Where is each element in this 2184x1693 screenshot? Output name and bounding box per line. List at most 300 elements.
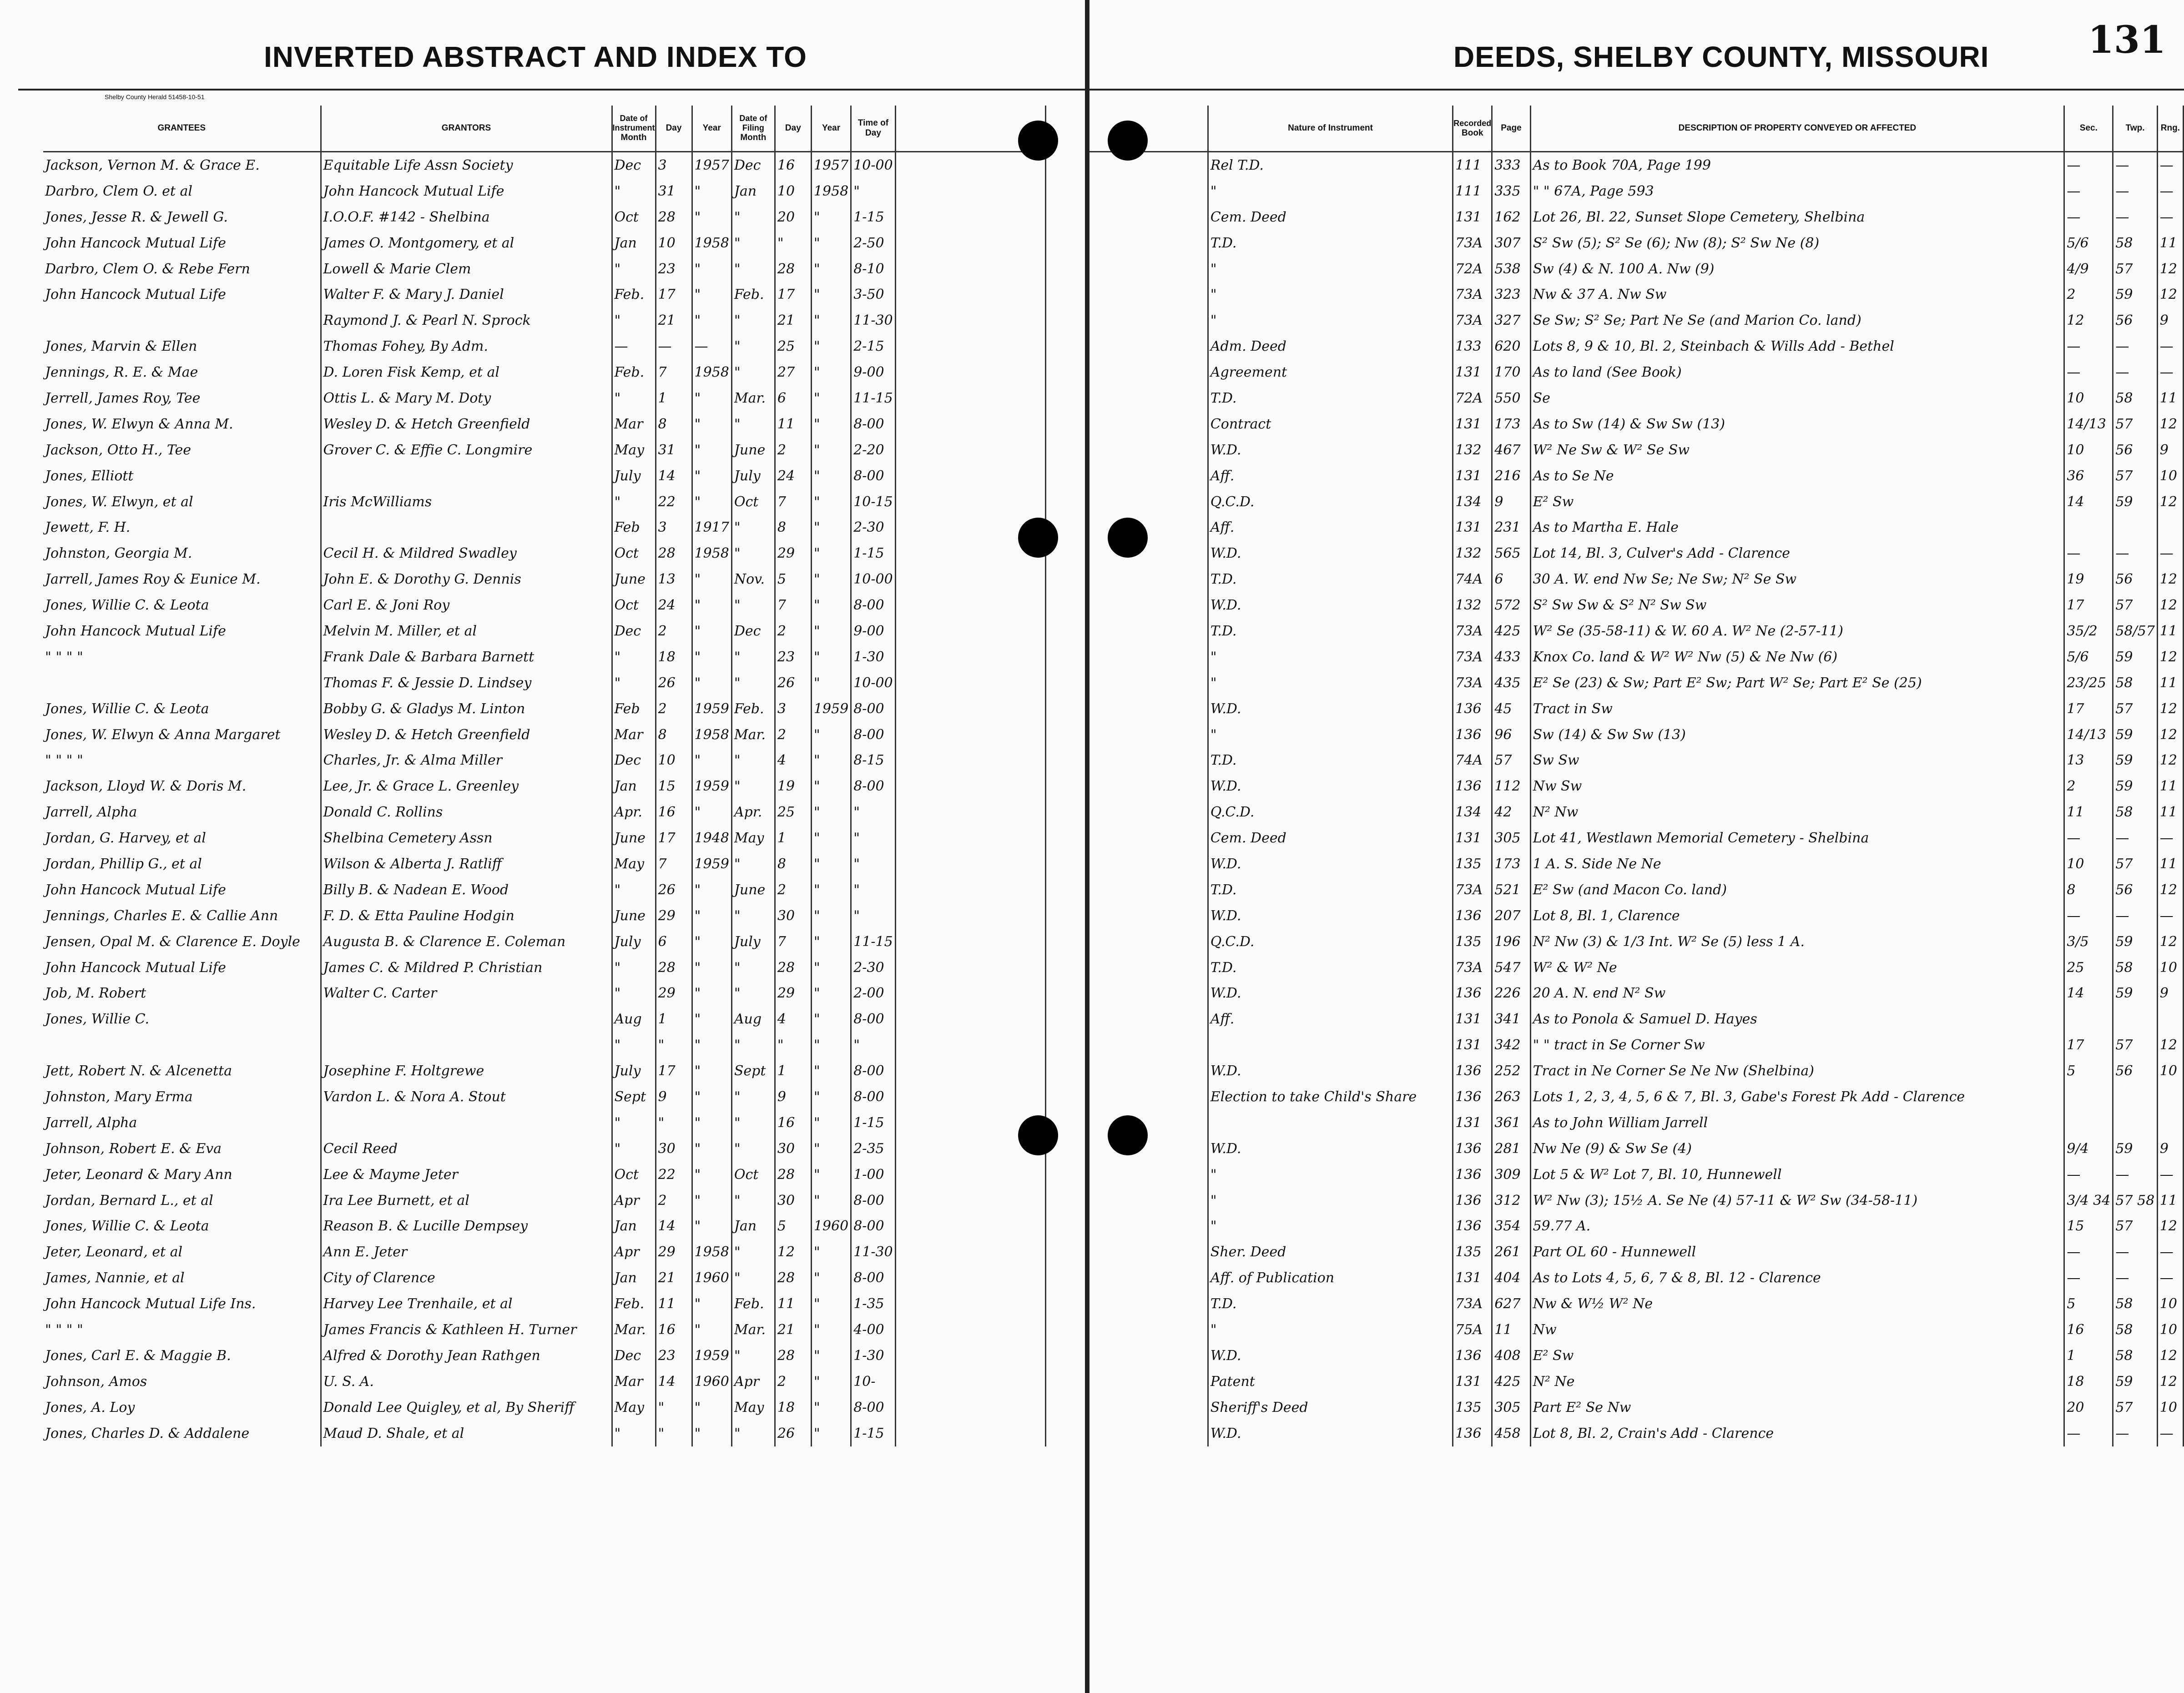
inst-day-cell: 14	[656, 463, 692, 489]
book-cell: 136	[1453, 773, 1492, 799]
nature-cell: Q.C.D.	[1208, 489, 1453, 515]
sec-cell: 35/2	[2064, 618, 2113, 644]
time-cell: 8-00	[851, 722, 895, 748]
twp-cell: 59	[2113, 981, 2157, 1007]
table-row	[1089, 385, 2184, 411]
filing-day-cell: 24	[775, 463, 811, 489]
grantee-cell: Jennings, R. E. & Mae	[43, 359, 321, 385]
nature-cell: Cem. Deed	[1208, 204, 1453, 230]
nature-cell: "	[1208, 1188, 1453, 1214]
time-cell: 2-15	[851, 333, 895, 359]
rng-cell: 11	[2157, 385, 2183, 411]
grantee-cell: James, Nannie, et al	[43, 1265, 321, 1291]
grantor-cell: James O. Montgomery, et al	[321, 230, 612, 256]
book-cell: 132	[1453, 592, 1492, 618]
grantor-cell	[321, 1006, 612, 1032]
table-row	[1089, 256, 2184, 282]
grantor-cell: Grover C. & Effie C. Longmire	[321, 437, 612, 463]
nature-cell	[1208, 1032, 1453, 1058]
table-row	[43, 333, 1045, 359]
page-cell: 467	[1492, 437, 1530, 463]
sec-cell: —	[2064, 825, 2113, 851]
margin-cell	[1089, 1188, 1208, 1214]
rng-cell: 12	[2157, 644, 2183, 670]
filing-month-cell: Jan	[731, 178, 775, 204]
twp-cell: 58	[2113, 1343, 2157, 1369]
sec-cell: 25	[2064, 955, 2113, 981]
sec-cell	[2064, 1006, 2113, 1032]
filing-day-cell: 7	[775, 929, 811, 955]
inst-day-cell: 29	[656, 1239, 692, 1265]
description-cell: S² Sw (5); S² Se (6); Nw (8); S² Sw Ne (8)	[1530, 230, 2064, 256]
margin-cell	[1089, 1395, 1208, 1421]
blank-cell	[895, 178, 1045, 204]
table-row	[43, 799, 1045, 825]
sec-cell: 18	[2064, 1369, 2113, 1395]
grantor-cell: John E. & Dorothy G. Dennis	[321, 566, 612, 592]
sec-cell: —	[2064, 178, 2113, 204]
table-row	[1089, 230, 2184, 256]
margin-cell	[1089, 747, 1208, 773]
margin-cell	[1089, 955, 1208, 981]
description-cell: 20 A. N. end N² Sw	[1530, 981, 2064, 1007]
table-row	[1089, 178, 2184, 204]
filing-month-cell: Aug	[731, 1006, 775, 1032]
filing-day-cell: 16	[775, 152, 811, 178]
rng-cell: 12	[2157, 929, 2183, 955]
margin-cell	[1089, 333, 1208, 359]
book-cell: 131	[1453, 514, 1492, 540]
inst-year-cell: "	[692, 1214, 731, 1240]
filing-day-cell: "	[775, 230, 811, 256]
rng-cell: —	[2157, 903, 2183, 929]
inst-month-cell: "	[612, 489, 656, 515]
time-cell: 8-00	[851, 773, 895, 799]
book-cell: 136	[1453, 1343, 1492, 1369]
nature-cell: T.D.	[1208, 230, 1453, 256]
blank-cell	[895, 877, 1045, 903]
blank-cell	[895, 152, 1045, 178]
grantee-cell: Job, M. Robert	[43, 981, 321, 1007]
col-time: Time of Day	[851, 106, 895, 152]
page-cell: 323	[1492, 282, 1530, 307]
inst-day-cell: 22	[656, 489, 692, 515]
page-cell: 435	[1492, 670, 1530, 696]
table-row	[1089, 437, 2184, 463]
inst-month-cell: Dec	[612, 618, 656, 644]
book-cell: 134	[1453, 799, 1492, 825]
table-row	[1089, 359, 2184, 385]
inst-day-cell: "	[656, 1110, 692, 1136]
twp-cell: 57	[2113, 1032, 2157, 1058]
inst-month-cell: Sept	[612, 1084, 656, 1110]
filing-year-cell: 1959	[811, 696, 851, 722]
blank-cell	[895, 644, 1045, 670]
description-cell: N² Ne	[1530, 1369, 2064, 1395]
twp-cell: 56	[2113, 877, 2157, 903]
grantee-cell: " " " "	[43, 747, 321, 773]
book-cell: 111	[1453, 178, 1492, 204]
inst-day-cell: 2	[656, 696, 692, 722]
sec-cell: 14/13	[2064, 411, 2113, 437]
blank-cell	[895, 981, 1045, 1007]
margin-cell	[1089, 178, 1208, 204]
table-row	[43, 1421, 1045, 1446]
filing-month-cell: "	[731, 644, 775, 670]
nature-cell: "	[1208, 722, 1453, 748]
col-group-date-filing: Date of Filing	[739, 114, 767, 132]
description-cell: N² Nw (3) & 1/3 Int. W² Se (5) less 1 A.	[1530, 929, 2064, 955]
nature-cell: Aff.	[1208, 514, 1453, 540]
time-cell: "	[851, 877, 895, 903]
description-cell: As to Martha E. Hale	[1530, 514, 2064, 540]
filing-month-cell: Mar.	[731, 385, 775, 411]
binder-hole	[1108, 1115, 1148, 1155]
inst-day-cell: 17	[656, 1058, 692, 1084]
table-row	[43, 411, 1045, 437]
blank-cell	[895, 1214, 1045, 1240]
page-cell: 335	[1492, 178, 1530, 204]
table-row	[43, 722, 1045, 748]
filing-year-cell: "	[811, 282, 851, 307]
filing-day-cell: 6	[775, 385, 811, 411]
page-cell: 173	[1492, 851, 1530, 877]
grantor-cell	[321, 1032, 612, 1058]
rng-cell: 12	[2157, 256, 2183, 282]
inst-month-cell: "	[612, 256, 656, 282]
description-cell: Sw (4) & N. 100 A. Nw (9)	[1530, 256, 2064, 282]
col-group-recorded: Recorded	[1453, 118, 1492, 128]
book-cell: 135	[1453, 929, 1492, 955]
inst-month-cell: Jan	[612, 230, 656, 256]
nature-cell: Adm. Deed	[1208, 333, 1453, 359]
description-cell: Lot 26, Bl. 22, Sunset Slope Cemetery, Shelbina	[1530, 204, 2064, 230]
blank-cell	[895, 825, 1045, 851]
rng-cell: 9	[2157, 1136, 2183, 1162]
twp-cell: 58	[2113, 670, 2157, 696]
twp-cell: 57	[2113, 696, 2157, 722]
filing-day-cell: 9	[775, 1084, 811, 1110]
nature-cell: W.D.	[1208, 592, 1453, 618]
rng-cell: 12	[2157, 1369, 2183, 1395]
margin-cell	[1089, 670, 1208, 696]
inst-day-cell: 10	[656, 230, 692, 256]
book-cell: 131	[1453, 1006, 1492, 1032]
filing-month-cell: "	[731, 230, 775, 256]
margin-cell	[1089, 256, 1208, 282]
filing-year-cell: "	[811, 981, 851, 1007]
grantee-cell: Jeter, Leonard, et al	[43, 1239, 321, 1265]
grantor-cell: Thomas Fohey, By Adm.	[321, 333, 612, 359]
filing-day-cell: 1	[775, 1058, 811, 1084]
twp-cell: 58	[2113, 1291, 2157, 1317]
sec-cell: —	[2064, 333, 2113, 359]
inst-year-cell: "	[692, 877, 731, 903]
blank-cell	[895, 566, 1045, 592]
filing-day-cell: 28	[775, 1162, 811, 1188]
filing-day-cell: 8	[775, 851, 811, 877]
rng-cell: 12	[2157, 1343, 2183, 1369]
inst-day-cell: 28	[656, 955, 692, 981]
filing-day-cell: 4	[775, 747, 811, 773]
book-cell: 136	[1453, 981, 1492, 1007]
page-cell: 425	[1492, 1369, 1530, 1395]
inst-year-cell: "	[692, 282, 731, 307]
grantee-cell: Jordan, Bernard L., et al	[43, 1188, 321, 1214]
filing-year-cell: "	[811, 514, 851, 540]
inst-year-cell: "	[692, 411, 731, 437]
table-row	[1089, 489, 2184, 515]
inst-year-cell: "	[692, 1162, 731, 1188]
inst-month-cell: May	[612, 851, 656, 877]
table-row	[43, 540, 1045, 566]
description-cell: Lot 8, Bl. 2, Crain's Add - Clarence	[1530, 1421, 2064, 1446]
inst-day-cell: 16	[656, 799, 692, 825]
time-cell: 8-00	[851, 1214, 895, 1240]
table-row	[1089, 1265, 2184, 1291]
description-cell: Nw Ne (9) & Sw Se (4)	[1530, 1136, 2064, 1162]
description-cell: Lot 14, Bl. 3, Culver's Add - Clarence	[1530, 540, 2064, 566]
filing-month-cell: "	[731, 1188, 775, 1214]
page-cell: 627	[1492, 1291, 1530, 1317]
table-row	[1089, 1343, 2184, 1369]
twp-cell: 59	[2113, 929, 2157, 955]
nature-cell: W.D.	[1208, 851, 1453, 877]
filing-day-cell: 10	[775, 178, 811, 204]
margin-cell	[1089, 463, 1208, 489]
filing-day-cell: 28	[775, 1343, 811, 1369]
twp-cell: 57	[2113, 592, 2157, 618]
time-cell: 9-00	[851, 618, 895, 644]
inst-year-cell: "	[692, 644, 731, 670]
grantor-cell: Lee, Jr. & Grace L. Greenley	[321, 773, 612, 799]
inst-month-cell: Jan	[612, 773, 656, 799]
time-cell: 2-00	[851, 981, 895, 1007]
col-twp: Twp.	[2113, 106, 2157, 152]
sec-cell: 16	[2064, 1317, 2113, 1343]
grantee-cell: Jones, A. Loy	[43, 1395, 321, 1421]
filing-month-cell: "	[731, 592, 775, 618]
table-row	[1089, 152, 2184, 178]
description-cell: Nw & W½ W² Ne	[1530, 1291, 2064, 1317]
sec-cell: —	[2064, 204, 2113, 230]
filing-month-cell: May	[731, 1395, 775, 1421]
inst-day-cell: 1	[656, 1006, 692, 1032]
sec-cell: 14	[2064, 981, 2113, 1007]
twp-cell: 59	[2113, 747, 2157, 773]
time-cell: "	[851, 851, 895, 877]
inst-month-cell: "	[612, 1110, 656, 1136]
grantee-cell	[43, 1032, 321, 1058]
inst-year-cell: "	[692, 1006, 731, 1032]
grantee-cell: Jones, Elliott	[43, 463, 321, 489]
blank-cell	[895, 307, 1045, 333]
filing-day-cell: 11	[775, 1291, 811, 1317]
page-cell: 112	[1492, 773, 1530, 799]
grantee-cell: Jackson, Lloyd W. & Doris M.	[43, 773, 321, 799]
filing-year-cell: "	[811, 1317, 851, 1343]
grantee-cell: Jones, Charles D. & Addalene	[43, 1421, 321, 1446]
margin-cell	[1089, 1058, 1208, 1084]
table-row	[43, 1317, 1045, 1343]
table-row	[43, 1369, 1045, 1395]
rng-cell: 11	[2157, 799, 2183, 825]
twp-cell: 57	[2113, 411, 2157, 437]
nature-cell: Q.C.D.	[1208, 929, 1453, 955]
grantor-cell: F. D. & Etta Pauline Hodgin	[321, 903, 612, 929]
filing-day-cell: 27	[775, 359, 811, 385]
filing-day-cell: 23	[775, 644, 811, 670]
grantee-cell: Jeter, Leonard & Mary Ann	[43, 1162, 321, 1188]
nature-cell: Agreement	[1208, 359, 1453, 385]
inst-year-cell: "	[692, 929, 731, 955]
filing-month-cell: Nov.	[731, 566, 775, 592]
description-cell: As to Lots 4, 5, 6, 7 & 8, Bl. 12 - Clarence	[1530, 1265, 2064, 1291]
col-rng: Rng.	[2157, 106, 2183, 152]
inst-month-cell: July	[612, 929, 656, 955]
margin-cell	[1089, 1032, 1208, 1058]
table-row	[43, 747, 1045, 773]
margin-cell	[1089, 618, 1208, 644]
margin-cell	[1089, 1136, 1208, 1162]
nature-cell: "	[1208, 1214, 1453, 1240]
filing-month-cell: May	[731, 825, 775, 851]
inst-month-cell: Apr.	[612, 799, 656, 825]
blank-cell	[895, 1395, 1045, 1421]
twp-cell: 59	[2113, 282, 2157, 307]
table-row	[1089, 1084, 2184, 1110]
book-cell: 131	[1453, 1032, 1492, 1058]
rng-cell: —	[2157, 1162, 2183, 1188]
blank-cell	[895, 359, 1045, 385]
inst-year-cell: 1960	[692, 1369, 731, 1395]
margin-cell	[1089, 825, 1208, 851]
page-cell: 6	[1492, 566, 1530, 592]
table-row	[1089, 903, 2184, 929]
rng-cell: 10	[2157, 463, 2183, 489]
inst-month-cell: Oct	[612, 204, 656, 230]
filing-month-cell: "	[731, 981, 775, 1007]
table-row	[43, 696, 1045, 722]
twp-cell	[2113, 1110, 2157, 1136]
inst-day-cell: 15	[656, 773, 692, 799]
inst-day-cell: 14	[656, 1369, 692, 1395]
table-row	[43, 256, 1045, 282]
description-cell: " " tract in Se Corner Sw	[1530, 1032, 2064, 1058]
inst-month-cell: Jan	[612, 1265, 656, 1291]
filing-day-cell: 17	[775, 282, 811, 307]
filing-day-cell: "	[775, 1032, 811, 1058]
time-cell: "	[851, 825, 895, 851]
grantee-cell: Jones, W. Elwyn, et al	[43, 489, 321, 515]
page-cell: 620	[1492, 333, 1530, 359]
inst-day-cell: 8	[656, 722, 692, 748]
description-cell: Lots 1, 2, 3, 4, 5, 6 & 7, Bl. 3, Gabe's Forest Pk Add - Clarence	[1530, 1084, 2064, 1110]
grantee-cell: Jones, Willie C.	[43, 1006, 321, 1032]
sec-cell: 5	[2064, 1058, 2113, 1084]
filing-day-cell: 21	[775, 1317, 811, 1343]
filing-month-cell: Feb.	[731, 696, 775, 722]
blank-cell	[895, 851, 1045, 877]
page-cell: 305	[1492, 825, 1530, 851]
grantor-cell: James C. & Mildred P. Christian	[321, 955, 612, 981]
inst-year-cell: "	[692, 1421, 731, 1446]
description-cell: 1 A. S. Side Ne Ne	[1530, 851, 2064, 877]
filing-month-cell: "	[731, 955, 775, 981]
margin-cell	[1089, 489, 1208, 515]
page-cell: 96	[1492, 722, 1530, 748]
inst-year-cell: 1958	[692, 722, 731, 748]
inst-year-cell: 1958	[692, 540, 731, 566]
margin-cell	[1089, 773, 1208, 799]
table-row	[1089, 514, 2184, 540]
page-cell: 309	[1492, 1162, 1530, 1188]
inst-year-cell: "	[692, 1084, 731, 1110]
filing-year-cell: "	[811, 773, 851, 799]
book-cell: 73A	[1453, 670, 1492, 696]
inst-year-cell: "	[692, 670, 731, 696]
page-cell: 170	[1492, 359, 1530, 385]
time-cell: "	[851, 178, 895, 204]
filing-year-cell: "	[811, 1188, 851, 1214]
book-cell: 74A	[1453, 566, 1492, 592]
grantor-cell: Bobby G. & Gladys M. Linton	[321, 696, 612, 722]
time-cell: 1-30	[851, 1343, 895, 1369]
margin-cell	[1089, 411, 1208, 437]
grantor-cell: James Francis & Kathleen H. Turner	[321, 1317, 612, 1343]
table-row	[1089, 981, 2184, 1007]
inst-year-cell: 1958	[692, 359, 731, 385]
rng-cell: 11	[2157, 230, 2183, 256]
filing-day-cell: 25	[775, 799, 811, 825]
filing-month-cell: June	[731, 437, 775, 463]
rng-cell: 11	[2157, 618, 2183, 644]
blank-cell	[895, 955, 1045, 981]
rng-cell: 11	[2157, 670, 2183, 696]
filing-year-cell: "	[811, 230, 851, 256]
page-cell: 252	[1492, 1058, 1530, 1084]
grantee-cell: Jarrell, Alpha	[43, 1110, 321, 1136]
book-cell: 135	[1453, 851, 1492, 877]
blank-cell	[895, 204, 1045, 230]
filing-month-cell: July	[731, 929, 775, 955]
rng-cell: 12	[2157, 282, 2183, 307]
inst-year-cell: "	[692, 592, 731, 618]
filing-month-cell: Oct	[731, 1162, 775, 1188]
nature-cell: Contract	[1208, 411, 1453, 437]
twp-cell: 58	[2113, 230, 2157, 256]
table-row	[1089, 929, 2184, 955]
rng-cell: 11	[2157, 851, 2183, 877]
nature-cell: W.D.	[1208, 540, 1453, 566]
book-cell: 131	[1453, 204, 1492, 230]
sec-cell: —	[2064, 359, 2113, 385]
description-cell: E² Se (23) & Sw; Part E² Sw; Part W² Se; Part E² Se (25)	[1530, 670, 2064, 696]
filing-month-cell: "	[731, 1110, 775, 1136]
table-row	[43, 463, 1045, 489]
inst-day-cell: 24	[656, 592, 692, 618]
blank-cell	[895, 1421, 1045, 1446]
filing-day-cell: 2	[775, 877, 811, 903]
inst-year-cell: "	[692, 489, 731, 515]
nature-cell: "	[1208, 282, 1453, 307]
filing-day-cell: 5	[775, 1214, 811, 1240]
description-cell: 30 A. W. end Nw Se; Ne Sw; N² Se Sw	[1530, 566, 2064, 592]
grantee-cell: Jones, Willie C. & Leota	[43, 1214, 321, 1240]
blank-cell	[895, 1343, 1045, 1369]
book-cell: 136	[1453, 903, 1492, 929]
inst-month-cell: Oct	[612, 540, 656, 566]
